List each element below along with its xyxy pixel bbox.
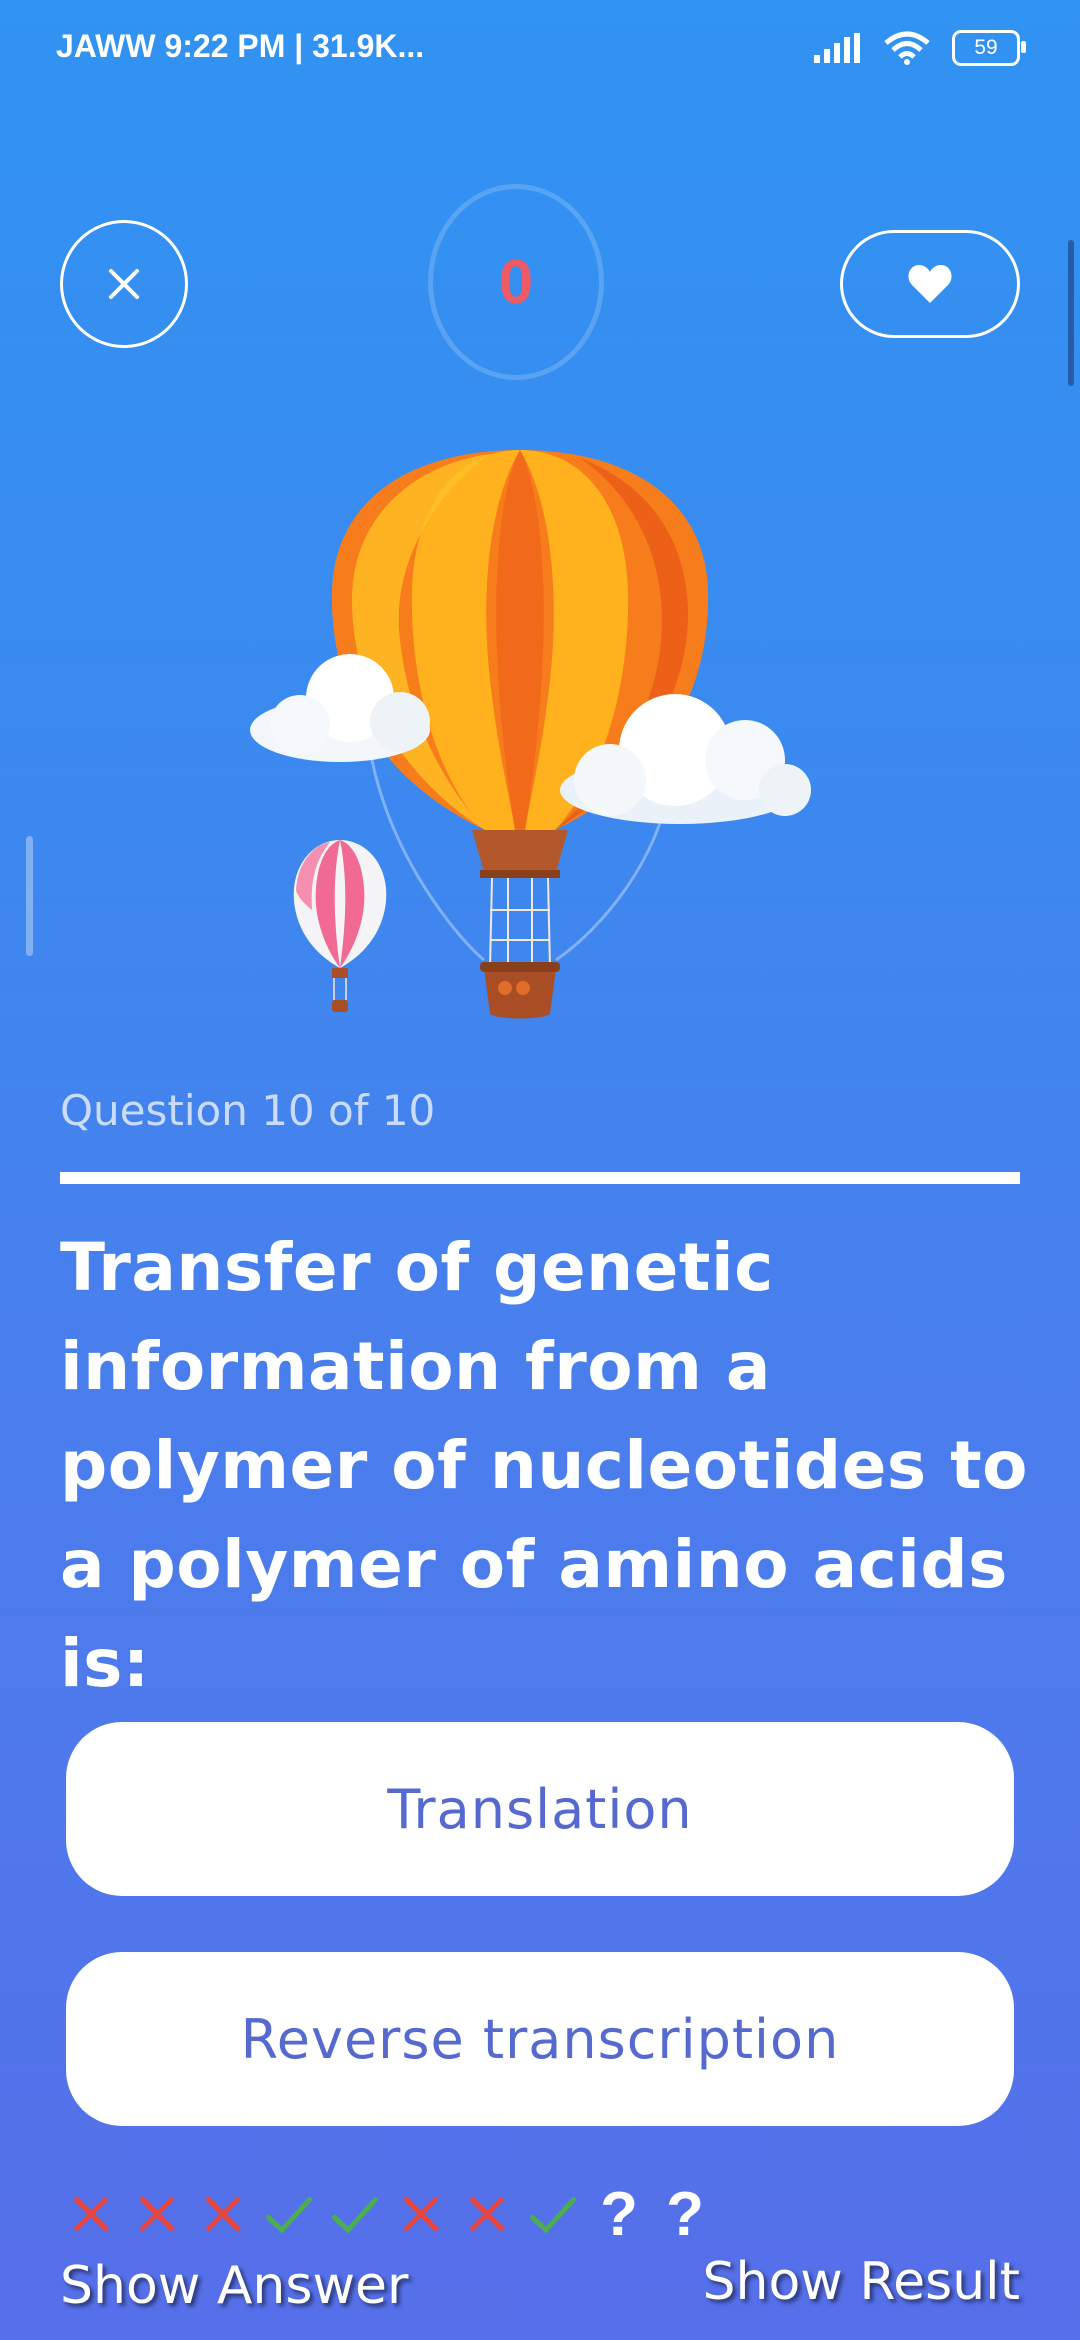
check-icon [264, 2184, 314, 2244]
hot-air-balloon-illustration [240, 440, 840, 1040]
question-counter: Question 10 of 10 [60, 1086, 436, 1135]
cross-icon [396, 2184, 446, 2244]
check-icon [330, 2184, 380, 2244]
score-timer [428, 184, 604, 380]
question-progress-divider [60, 1172, 1020, 1184]
battery-indicator [952, 30, 1020, 66]
status-text: JAWW 9:22 PM | 31.9K... [56, 28, 425, 64]
wifi-icon [884, 31, 930, 65]
battery-level: 59 [974, 36, 998, 59]
show-result-button[interactable]: Show Result [702, 2252, 1020, 2312]
status-bar [0, 0, 1080, 96]
answer-option-2[interactable]: Reverse transcription [66, 1952, 1014, 2126]
cross-icon [66, 2184, 116, 2244]
question-text: Transfer of genetic information from a polymer of nucleotides to a polymer of amino acids is: [60, 1229, 1028, 1702]
favorite-button[interactable] [840, 230, 1020, 338]
close-button[interactable] [60, 220, 188, 348]
check-icon [528, 2184, 578, 2244]
edge-handle [26, 836, 33, 956]
show-answer-button[interactable]: Show Answer [60, 2256, 409, 2316]
score-value: 0 [498, 247, 534, 317]
unanswered-mark: ? [600, 2179, 638, 2249]
cross-icon [132, 2184, 182, 2244]
heart-icon [907, 263, 953, 305]
answer-history [66, 2179, 710, 2249]
unanswered-mark: ? [666, 2179, 704, 2249]
status-icons [814, 30, 1020, 66]
answer-option-1[interactable]: Translation [66, 1722, 1014, 1896]
scrollbar[interactable] [1068, 240, 1074, 386]
close-icon [107, 267, 141, 301]
cross-icon [462, 2184, 512, 2244]
signal-icon [814, 33, 862, 63]
cross-icon [198, 2184, 248, 2244]
small-balloon [294, 840, 387, 1012]
